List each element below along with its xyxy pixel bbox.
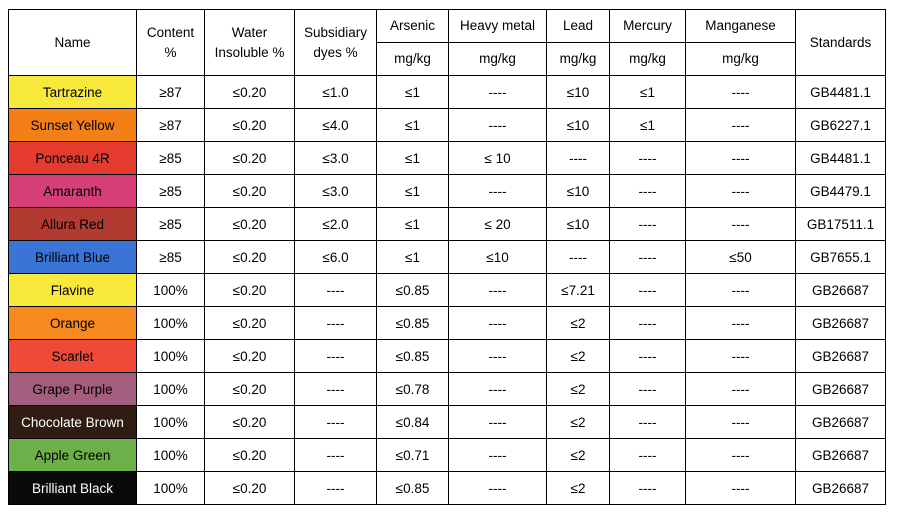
standard-cell: GB26687	[796, 274, 886, 307]
subsidiary-dyes-cell: ----	[295, 472, 377, 505]
header-content-label: Content %	[146, 24, 195, 60]
table-row	[9, 472, 886, 505]
header-lead: Lead	[547, 10, 610, 43]
lead-cell: ≤10	[547, 208, 610, 241]
mercury-cell: ----	[610, 175, 686, 208]
manganese-cell: ----	[686, 274, 796, 307]
mercury-cell: ----	[610, 340, 686, 373]
standard-cell: GB26687	[796, 439, 886, 472]
mercury-cell: ----	[610, 142, 686, 175]
content-cell: ≥85	[137, 175, 205, 208]
lead-cell: ≤2	[547, 406, 610, 439]
water-insoluble-cell: ≤0.20	[205, 208, 295, 241]
manganese-cell: ----	[686, 472, 796, 505]
standard-cell: GB26687	[796, 472, 886, 505]
unit-mercury: mg/kg	[610, 43, 686, 76]
water-insoluble-cell: ≤0.20	[205, 340, 295, 373]
lead-cell: ≤2	[547, 373, 610, 406]
content-cell: ≥85	[137, 208, 205, 241]
mercury-cell: ----	[610, 307, 686, 340]
header-subsidiary-label: Subsidiary dyes %	[303, 24, 368, 60]
header-manganese: Manganese	[686, 10, 796, 43]
arsenic-cell: ≤1	[377, 208, 449, 241]
standard-cell: GB26687	[796, 373, 886, 406]
standard-cell: GB4481.1	[796, 76, 886, 109]
subsidiary-dyes-cell: ----	[295, 274, 377, 307]
heavy-metal-cell: ----	[449, 406, 547, 439]
water-insoluble-cell: ≤0.20	[205, 373, 295, 406]
header-standards: Standards	[796, 10, 886, 76]
arsenic-cell: ≤1	[377, 175, 449, 208]
standard-cell: GB26687	[796, 340, 886, 373]
lead-cell: ≤2	[547, 340, 610, 373]
standard-cell: GB7655.1	[796, 241, 886, 274]
arsenic-cell: ≤0.71	[377, 439, 449, 472]
water-insoluble-cell: ≤0.20	[205, 142, 295, 175]
heavy-metal-cell: ----	[449, 109, 547, 142]
dye-name-cell: Brilliant Black	[9, 472, 137, 505]
standard-cell: GB17511.1	[796, 208, 886, 241]
spec-table-wrapper	[8, 9, 886, 505]
subsidiary-dyes-cell: ----	[295, 307, 377, 340]
mercury-cell: ----	[610, 274, 686, 307]
table-row	[9, 373, 886, 406]
table-row	[9, 109, 886, 142]
table-row	[9, 208, 886, 241]
dye-name-cell: Tartrazine	[9, 76, 137, 109]
arsenic-cell: ≤1	[377, 109, 449, 142]
subsidiary-dyes-cell: ----	[295, 439, 377, 472]
dye-name-cell: Ponceau 4R	[9, 142, 137, 175]
dye-name-cell: Amaranth	[9, 175, 137, 208]
manganese-cell: ≤50	[686, 241, 796, 274]
standard-cell: GB4479.1	[796, 175, 886, 208]
heavy-metal-cell: ----	[449, 76, 547, 109]
lead-cell: ----	[547, 241, 610, 274]
unit-arsenic: mg/kg	[377, 43, 449, 76]
arsenic-cell: ≤0.85	[377, 274, 449, 307]
water-insoluble-cell: ≤0.20	[205, 274, 295, 307]
header-heavy-metal: Heavy metal	[449, 10, 547, 43]
header-subsidiary-dyes	[295, 10, 377, 76]
unit-heavy-metal: mg/kg	[449, 43, 547, 76]
dye-name-cell: Chocolate Brown	[9, 406, 137, 439]
subsidiary-dyes-cell: ≤4.0	[295, 109, 377, 142]
manganese-cell: ----	[686, 208, 796, 241]
arsenic-cell: ≤0.85	[377, 472, 449, 505]
water-insoluble-cell: ≤0.20	[205, 109, 295, 142]
table-row	[9, 340, 886, 373]
table-row	[9, 406, 886, 439]
heavy-metal-cell: ≤10	[449, 241, 547, 274]
subsidiary-dyes-cell: ≤2.0	[295, 208, 377, 241]
manganese-cell: ----	[686, 175, 796, 208]
content-cell: ≥85	[137, 241, 205, 274]
arsenic-cell: ≤0.85	[377, 307, 449, 340]
subsidiary-dyes-cell: ----	[295, 373, 377, 406]
heavy-metal-cell: ----	[449, 439, 547, 472]
mercury-cell: ----	[610, 439, 686, 472]
lead-cell: ≤10	[547, 109, 610, 142]
lead-cell: ≤2	[547, 472, 610, 505]
standard-cell: GB26687	[796, 406, 886, 439]
arsenic-cell: ≤1	[377, 76, 449, 109]
table-row	[9, 241, 886, 274]
content-cell: 100%	[137, 340, 205, 373]
mercury-cell: ----	[610, 373, 686, 406]
arsenic-cell: ≤0.84	[377, 406, 449, 439]
standard-cell: GB6227.1	[796, 109, 886, 142]
water-insoluble-cell: ≤0.20	[205, 472, 295, 505]
arsenic-cell: ≤1	[377, 241, 449, 274]
heavy-metal-cell: ----	[449, 373, 547, 406]
lead-cell: ≤7.21	[547, 274, 610, 307]
standard-cell: GB26687	[796, 307, 886, 340]
subsidiary-dyes-cell: ≤3.0	[295, 175, 377, 208]
arsenic-cell: ≤0.85	[377, 340, 449, 373]
content-cell: ≥87	[137, 76, 205, 109]
mercury-cell: ≤1	[610, 109, 686, 142]
header-mercury: Mercury	[610, 10, 686, 43]
manganese-cell: ----	[686, 340, 796, 373]
water-insoluble-cell: ≤0.20	[205, 241, 295, 274]
lead-cell: ≤10	[547, 175, 610, 208]
heavy-metal-cell: ≤ 20	[449, 208, 547, 241]
water-insoluble-cell: ≤0.20	[205, 175, 295, 208]
dye-name-cell: Brilliant Blue	[9, 241, 137, 274]
arsenic-cell: ≤1	[377, 142, 449, 175]
table-row	[9, 439, 886, 472]
lead-cell: ≤2	[547, 439, 610, 472]
unit-manganese: mg/kg	[686, 43, 796, 76]
dye-name-cell: Sunset Yellow	[9, 109, 137, 142]
manganese-cell: ----	[686, 406, 796, 439]
mercury-cell: ----	[610, 406, 686, 439]
subsidiary-dyes-cell: ----	[295, 406, 377, 439]
water-insoluble-cell: ≤0.20	[205, 307, 295, 340]
mercury-cell: ≤1	[610, 76, 686, 109]
manganese-cell: ----	[686, 76, 796, 109]
content-cell: 100%	[137, 439, 205, 472]
subsidiary-dyes-cell: ----	[295, 340, 377, 373]
content-cell: 100%	[137, 307, 205, 340]
water-insoluble-cell: ≤0.20	[205, 76, 295, 109]
mercury-cell: ----	[610, 241, 686, 274]
dye-name-cell: Orange	[9, 307, 137, 340]
header-water-label: Water Insoluble %	[214, 24, 285, 60]
content-cell: 100%	[137, 406, 205, 439]
header-water-insoluble	[205, 10, 295, 76]
dye-name-cell: Allura Red	[9, 208, 137, 241]
dye-specification-table	[8, 9, 886, 505]
manganese-cell: ----	[686, 439, 796, 472]
subsidiary-dyes-cell: ≤1.0	[295, 76, 377, 109]
table-row	[9, 307, 886, 340]
table-row	[9, 142, 886, 175]
manganese-cell: ----	[686, 373, 796, 406]
content-cell: ≥85	[137, 142, 205, 175]
content-cell: 100%	[137, 373, 205, 406]
table-row	[9, 175, 886, 208]
header-name: Name	[9, 10, 137, 76]
content-cell: 100%	[137, 472, 205, 505]
header-content	[137, 10, 205, 76]
heavy-metal-cell: ----	[449, 274, 547, 307]
manganese-cell: ----	[686, 109, 796, 142]
heavy-metal-cell: ----	[449, 307, 547, 340]
lead-cell: ≤10	[547, 76, 610, 109]
dye-name-cell: Grape Purple	[9, 373, 137, 406]
heavy-metal-cell: ≤ 10	[449, 142, 547, 175]
subsidiary-dyes-cell: ≤3.0	[295, 142, 377, 175]
heavy-metal-cell: ----	[449, 472, 547, 505]
content-cell: ≥87	[137, 109, 205, 142]
content-cell: 100%	[137, 274, 205, 307]
table-row	[9, 76, 886, 109]
subsidiary-dyes-cell: ≤6.0	[295, 241, 377, 274]
dye-name-cell: Scarlet	[9, 340, 137, 373]
arsenic-cell: ≤0.78	[377, 373, 449, 406]
manganese-cell: ----	[686, 142, 796, 175]
dye-name-cell: Flavine	[9, 274, 137, 307]
unit-lead: mg/kg	[547, 43, 610, 76]
heavy-metal-cell: ----	[449, 175, 547, 208]
dye-name-cell: Apple Green	[9, 439, 137, 472]
lead-cell: ≤2	[547, 307, 610, 340]
header-arsenic: Arsenic	[377, 10, 449, 43]
mercury-cell: ----	[610, 208, 686, 241]
table-row	[9, 274, 886, 307]
standard-cell: GB4481.1	[796, 142, 886, 175]
mercury-cell: ----	[610, 472, 686, 505]
water-insoluble-cell: ≤0.20	[205, 439, 295, 472]
lead-cell: ----	[547, 142, 610, 175]
water-insoluble-cell: ≤0.20	[205, 406, 295, 439]
manganese-cell: ----	[686, 307, 796, 340]
heavy-metal-cell: ----	[449, 340, 547, 373]
